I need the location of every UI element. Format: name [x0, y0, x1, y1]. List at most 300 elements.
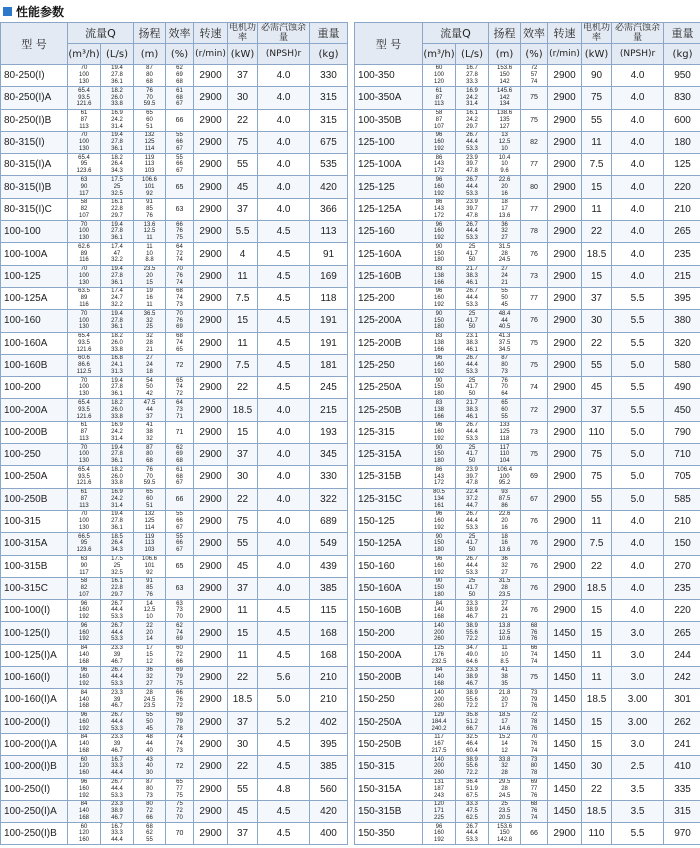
head-cell-value: 60: [501, 406, 508, 413]
flow-ls-cell: [456, 644, 489, 666]
head-cell-value: 21.8: [498, 689, 511, 696]
head-cell: [134, 154, 166, 176]
table-row: [1, 377, 348, 399]
head-cell-value: 142.8: [497, 837, 513, 844]
speed-cell: 2900: [194, 488, 228, 510]
head-cell-value: 60: [146, 116, 153, 123]
head-cell-value: 87.5: [498, 495, 511, 502]
model-cell: 100-250(I)B: [1, 823, 68, 845]
npsh-cell: 4.5: [258, 800, 310, 822]
npsh-cell: 5.5: [612, 332, 664, 354]
flow-ls-cell-value: 31.4: [466, 101, 478, 108]
npsh-cell: 4.5: [258, 733, 310, 755]
flow-m3h-cell-value: 192: [78, 681, 89, 688]
motor-power-cell: 55: [228, 778, 258, 800]
flow-m3h-cell-value: 96: [435, 288, 443, 295]
flow-m3h-cell: [68, 287, 101, 309]
motor-power-cell: 11: [228, 332, 258, 354]
head-cell-value: 27: [501, 600, 508, 607]
weight-cell: 710: [664, 444, 700, 466]
flow-m3h-cell-value: 95: [80, 540, 88, 547]
head-cell: [134, 87, 166, 109]
motor-power-cell: 110: [582, 823, 612, 845]
flow-m3h-cell-value: 61: [80, 489, 88, 496]
head-cell-value: 21: [501, 614, 508, 621]
weight-cell: 168: [310, 622, 348, 644]
flow-m3h-cell-value: 130: [78, 145, 89, 152]
head-cell-value: 27: [501, 569, 508, 576]
flow-m3h-cell-value: 96: [80, 667, 88, 674]
head-cell-value: 18: [501, 199, 508, 206]
flow-ls-cell: [101, 310, 134, 332]
model-cell: 100-350B: [355, 109, 423, 131]
speed-cell: 2900: [548, 488, 582, 510]
flow-m3h-cell-value: 117: [434, 734, 444, 741]
flow-ls-cell-value: 34.7: [466, 645, 478, 652]
head-cell-value: 92: [146, 190, 153, 197]
speed-cell: 2900: [194, 354, 228, 376]
table-row: [355, 310, 700, 332]
head-cell: [134, 65, 166, 87]
flow-ls-cell: [101, 800, 134, 822]
head-cell-value: 21: [146, 346, 153, 353]
flow-ls-cell: [101, 733, 134, 755]
head-cell-value: 45: [501, 302, 508, 309]
flow-m3h-cell: [423, 354, 456, 376]
head-cell: [134, 421, 166, 443]
flow-ls-cell-value: 26.7: [466, 221, 478, 228]
efficiency-cell-value: 72: [176, 703, 183, 710]
head-cell: [489, 823, 521, 845]
flow-ls-cell-value: 27.8: [111, 72, 123, 79]
weight-cell: 830: [664, 87, 700, 109]
efficiency-cell: [166, 243, 194, 265]
model-cell: 150-350: [355, 823, 423, 845]
speed-cell: 2900: [548, 131, 582, 153]
flow-ls-cell-value: 53.3: [466, 435, 478, 442]
flow-m3h-cell-value: 166: [434, 346, 445, 353]
flow-ls-cell-value: 26.7: [466, 176, 478, 183]
head-cell-value: 110: [499, 451, 510, 458]
head-cell: [134, 221, 166, 243]
flow-ls-cell-value: 44.4: [466, 518, 478, 525]
flow-m3h-cell-value: 84: [435, 600, 443, 607]
motor-power-cell: 18.5: [582, 577, 612, 599]
table-row: [1, 800, 348, 822]
model-cell: 125-315B: [355, 466, 423, 488]
flow-ls-cell-value: 46.1: [466, 413, 478, 420]
flow-m3h-cell-value: 86: [435, 466, 443, 473]
head-cell-value: 72: [146, 808, 153, 815]
npsh-cell: 4.0: [258, 198, 310, 220]
flow-m3h-cell-value: 100: [78, 384, 89, 391]
table-row: [355, 87, 700, 109]
motor-power-cell: 22: [582, 332, 612, 354]
flow-ls-cell: [456, 421, 489, 443]
flow-m3h-cell-value: 160: [434, 562, 445, 569]
head-cell: [134, 377, 166, 399]
flow-m3h-cell: [423, 87, 456, 109]
flow-ls-cell-value: 44.4: [466, 429, 478, 435]
efficiency-cell: [166, 667, 194, 689]
npsh-cell: 4.0: [612, 131, 664, 153]
head-cell: [489, 109, 521, 131]
flow-m3h-cell-value: 96: [80, 778, 88, 785]
efficiency-cell-value: 74: [530, 651, 538, 658]
table-row: [355, 265, 700, 287]
flow-ls-cell: [101, 600, 134, 622]
flow-m3h-cell-value: 63: [80, 176, 88, 183]
efficiency-cell-value: 76: [530, 703, 538, 710]
motor-power-cell: 22: [228, 667, 258, 689]
efficiency-cell-value: 68: [530, 622, 538, 629]
motor-power-cell: 15: [582, 733, 612, 755]
flow-m3h-cell-value: 84: [80, 801, 88, 808]
model-cell: 100-350A: [355, 87, 423, 109]
flow-ls-cell-value: 29.7: [111, 591, 123, 598]
efficiency-cell: 77: [521, 287, 548, 309]
flow-m3h-cell-value: 130: [78, 235, 89, 242]
flow-ls-cell-value: 38.9: [111, 808, 123, 815]
head-cell-value: 28: [501, 770, 508, 777]
speed-cell: 2900: [194, 733, 228, 755]
flow-ls-cell-value: 50: [468, 324, 476, 331]
speed-cell: 2900: [548, 444, 582, 466]
npsh-cell: 5.5: [612, 287, 664, 309]
weight-cell: 235: [664, 243, 700, 265]
speed-cell: 2900: [194, 600, 228, 622]
flow-ls-cell-value: 29.7: [466, 123, 478, 130]
head-cell-value: 11: [146, 302, 153, 309]
efficiency-cell-value: 74: [530, 658, 538, 665]
speed-cell: 1450: [548, 756, 582, 778]
motor-power-cell: 15: [228, 310, 258, 332]
efficiency-cell-value: 74: [176, 339, 183, 346]
npsh-cell: 4.0: [612, 87, 664, 109]
flow-ls-cell-value: 23.9: [466, 199, 478, 206]
speed-cell: 2900: [548, 87, 582, 109]
head-cell-value: 40: [146, 763, 153, 770]
flow-ls-cell-value: 25: [468, 377, 476, 384]
efficiency-cell-value: 77: [176, 785, 183, 792]
flow-m3h-cell-value: 192: [434, 302, 445, 309]
speed-cell: 2900: [548, 510, 582, 532]
table-row: [355, 421, 700, 443]
speed-cell: 2900: [194, 800, 228, 822]
head-cell-value: 37.5: [498, 339, 511, 346]
motor-power-cell: 18.5: [582, 800, 612, 822]
motor-power-cell: 37: [228, 444, 258, 466]
speed-cell: 2900: [548, 154, 582, 176]
efficiency-cell-value: 73: [176, 607, 183, 614]
head-cell-value: 13.8: [498, 622, 511, 629]
flow-ls-cell-value: 47.5: [466, 808, 478, 815]
flow-m3h-cell: [423, 756, 456, 778]
head-cell: [489, 510, 521, 532]
efficiency-cell: 76: [521, 577, 548, 599]
flow-m3h-cell-value: 160: [434, 830, 445, 837]
efficiency-cell-value: 72: [176, 250, 183, 257]
flow-m3h-cell-value: 63.5: [78, 288, 90, 295]
flow-m3h-cell-value: 87: [435, 94, 443, 101]
head-cell-value: 40: [146, 747, 153, 754]
flow-m3h-cell-value: 192: [434, 569, 445, 576]
model-cell: 100-315B: [1, 555, 68, 577]
head-cell-value: 10: [501, 161, 508, 168]
weight-cell: 270: [664, 555, 700, 577]
model-cell: 100-200(I)B: [1, 756, 68, 778]
head-cell: [489, 87, 521, 109]
flow-m3h-cell-value: 83: [435, 399, 443, 406]
flow-m3h-cell-value: 123.6: [76, 547, 92, 554]
flow-m3h-cell-value: 192: [78, 725, 89, 732]
weight-cell: 705: [664, 466, 700, 488]
npsh-cell: 3.0: [612, 644, 664, 666]
table-row: [355, 354, 700, 376]
npsh-cell: 4.5: [258, 823, 310, 845]
flow-m3h-cell-value: 138: [434, 339, 445, 346]
head-cell-value: 31.5: [498, 243, 511, 250]
flow-m3h-cell-value: 260: [434, 703, 445, 710]
flow-m3h-cell-value: 172: [434, 212, 445, 219]
head-cell-value: 17: [146, 645, 153, 652]
flow-ls-cell-value: 19.4: [111, 511, 123, 518]
efficiency-cell-value: 66: [176, 518, 183, 525]
speed-cell: 2900: [548, 265, 582, 287]
flow-ls-cell: [456, 555, 489, 577]
npsh-cell: 3.0: [612, 733, 664, 755]
efficiency-cell: [166, 644, 194, 666]
flow-ls-cell-value: 26.7: [466, 288, 478, 295]
flow-ls-cell: [456, 176, 489, 198]
npsh-cell: 4.5: [258, 354, 310, 376]
model-cell: 125-160A: [355, 243, 423, 265]
flow-m3h-cell-value: 125: [434, 645, 445, 652]
flow-ls-cell: [456, 87, 489, 109]
head-cell-value: 103: [144, 547, 155, 554]
head-cell-value: 24: [501, 272, 508, 279]
flow-m3h-cell: [423, 421, 456, 443]
flow-m3h-cell-value: 180: [434, 391, 445, 398]
head-cell-value: 15: [146, 651, 153, 658]
flow-m3h-cell-value: 192: [434, 145, 445, 152]
header-head-unit: (m): [489, 44, 521, 65]
flow-ls-cell-value: 19.4: [111, 221, 123, 228]
efficiency-cell: [521, 711, 548, 733]
flow-m3h-cell: [68, 555, 101, 577]
motor-power-cell: 22: [582, 555, 612, 577]
weight-cell: 439: [310, 555, 348, 577]
head-cell-value: 80: [146, 72, 153, 79]
efficiency-cell: 73: [521, 265, 548, 287]
efficiency-cell: [166, 800, 194, 822]
flow-m3h-cell-value: 180: [434, 324, 445, 331]
flow-ls-cell-value: 53.3: [466, 524, 478, 531]
flow-ls-cell-value: 23.3: [111, 689, 123, 696]
speed-cell: 1450: [548, 711, 582, 733]
header-weight: 重量: [310, 23, 348, 44]
head-cell-value: 44: [501, 317, 508, 324]
flow-m3h-cell: [423, 823, 456, 845]
model-cell: 80-250(I): [1, 65, 68, 87]
header-head: 扬程: [489, 23, 521, 44]
flow-m3h-cell-value: 232.5: [431, 658, 447, 665]
flow-m3h-cell-value: 168: [78, 703, 89, 710]
head-cell-value: 60: [146, 495, 153, 502]
npsh-cell: 5.6: [258, 667, 310, 689]
npsh-cell: 4.0: [258, 65, 310, 87]
head-cell-value: 59.5: [143, 101, 156, 108]
flow-m3h-cell-value: 80.5: [433, 489, 445, 496]
flow-ls-cell-value: 18.2: [111, 333, 123, 340]
motor-power-cell: 7.5: [228, 354, 258, 376]
title-square-icon: [3, 7, 12, 16]
head-cell-value: 76: [146, 87, 153, 94]
efficiency-cell-value: 66: [176, 658, 183, 665]
flow-ls-cell-value: 44.4: [111, 785, 123, 792]
flow-m3h-cell-value: 130: [78, 279, 89, 286]
efficiency-cell-value: 68: [176, 94, 183, 101]
flow-ls-cell-value: 25: [468, 310, 476, 317]
motor-power-cell: 15: [582, 176, 612, 198]
model-cell: 150-315: [355, 756, 423, 778]
head-cell: [134, 265, 166, 287]
header-eff-unit: (%): [521, 44, 548, 65]
model-cell: 100-250A: [1, 466, 68, 488]
flow-ls-cell-value: 47: [113, 250, 121, 257]
table-row: [355, 488, 700, 510]
head-cell-value: 73: [501, 368, 508, 375]
head-cell-value: 119: [144, 154, 155, 161]
flow-ls-cell-value: 32.5: [111, 569, 123, 576]
flow-m3h-cell: [68, 689, 101, 711]
weight-cell: 180: [664, 131, 700, 153]
npsh-cell: 4.5: [258, 287, 310, 309]
head-cell-value: 23.5: [498, 808, 511, 815]
tables-wrapper: [0, 22, 700, 845]
head-cell-value: 127: [499, 123, 510, 130]
flow-ls-cell-value: 46.7: [111, 747, 123, 754]
table-row: [1, 644, 348, 666]
flow-m3h-cell-value: 192: [434, 368, 445, 375]
head-cell-value: 20: [501, 183, 508, 190]
npsh-cell: 5.5: [612, 823, 664, 845]
flow-ls-cell-value: 50: [468, 547, 476, 554]
flow-ls-cell-value: 72.2: [466, 770, 478, 777]
head-cell-value: 117: [499, 444, 510, 451]
flow-m3h-cell-value: 143: [434, 161, 445, 168]
weight-cell: 549: [310, 533, 348, 555]
flow-ls-cell-value: 60.4: [466, 747, 478, 754]
flow-m3h-cell-value: 134: [434, 495, 445, 502]
npsh-cell: 4.0: [258, 176, 310, 198]
npsh-cell: 5.0: [612, 444, 664, 466]
npsh-cell: 4.0: [612, 265, 664, 287]
efficiency-cell: [166, 600, 194, 622]
model-cell: 100-200B: [1, 421, 68, 443]
model-cell: 150-200A: [355, 644, 423, 666]
flow-ls-cell-value: 53.3: [466, 569, 478, 576]
motor-power-cell: 30: [228, 733, 258, 755]
speed-cell: 1450: [548, 689, 582, 711]
motor-power-cell: 37: [582, 287, 612, 309]
speed-cell: 2900: [194, 310, 228, 332]
table-row: [1, 198, 348, 220]
flow-m3h-cell-value: 200: [434, 696, 445, 703]
motor-power-cell: 15: [228, 421, 258, 443]
header-eff: 效率: [521, 23, 548, 44]
flow-ls-cell-value: 38.9: [466, 689, 478, 696]
head-cell-value: 33.8: [498, 756, 511, 763]
efficiency-cell-value: 73: [530, 689, 538, 696]
head-cell-value: 50: [146, 384, 153, 391]
head-cell-value: 34.5: [498, 346, 511, 353]
efficiency-cell-value: 74: [176, 734, 183, 741]
head-cell-value: 27: [501, 266, 508, 273]
flow-ls-cell-value: 72.2: [466, 703, 478, 710]
weight-cell: 490: [664, 377, 700, 399]
head-cell-value: 10.6: [498, 636, 511, 643]
flow-m3h-cell: [68, 399, 101, 421]
efficiency-cell-value: 66: [176, 540, 183, 547]
efficiency-cell-value: 76: [176, 228, 183, 235]
head-cell: [134, 466, 166, 488]
efficiency-cell-value: 74: [530, 79, 538, 86]
flow-ls-cell-value: 53.3: [111, 614, 123, 621]
flow-ls-cell-value: 36.1: [111, 524, 123, 531]
head-cell-value: 12.5: [143, 607, 156, 614]
table-row: [1, 176, 348, 198]
flow-m3h-cell-value: 120: [78, 763, 89, 770]
efficiency-cell: [521, 644, 548, 666]
motor-power-cell: 22: [582, 221, 612, 243]
flow-m3h-cell: [423, 243, 456, 265]
flow-m3h-cell-value: 130: [78, 391, 89, 398]
flow-m3h-cell-value: 160: [434, 139, 445, 146]
speed-cell: 1450: [548, 667, 582, 689]
flow-ls-cell: [456, 198, 489, 220]
head-cell-value: 48.4: [498, 310, 511, 317]
head-cell: [134, 644, 166, 666]
speed-cell: 2900: [194, 644, 228, 666]
flow-ls-cell-value: 37.2: [466, 495, 478, 502]
weight-cell: 420: [310, 800, 348, 822]
flow-m3h-cell-value: 143: [434, 473, 445, 480]
head-cell-value: 51: [146, 502, 153, 509]
flow-ls-cell-value: 16.1: [111, 578, 123, 585]
flow-m3h-cell: [423, 510, 456, 532]
speed-cell: 2900: [194, 198, 228, 220]
flow-ls-cell: [101, 510, 134, 532]
flow-ls-cell: [456, 823, 489, 845]
efficiency-cell: 63: [166, 198, 194, 220]
model-cell: 125-250: [355, 354, 423, 376]
flow-m3h-cell-value: 192: [434, 837, 445, 844]
flow-m3h-cell-value: 96: [80, 622, 88, 629]
efficiency-cell-value: 75: [176, 681, 183, 688]
flow-m3h-cell-value: 160: [434, 429, 445, 435]
weight-cell: 241: [664, 733, 700, 755]
flow-ls-cell-value: 46.7: [111, 703, 123, 710]
flow-m3h-cell-value: 65.4: [78, 87, 90, 94]
flow-m3h-cell-value: 89: [80, 295, 88, 302]
flow-m3h-cell-value: 86.6: [78, 362, 90, 369]
flow-m3h-cell: [68, 533, 101, 555]
flow-m3h-cell: [423, 555, 456, 577]
flow-ls-cell-value: 18.2: [111, 399, 123, 406]
weight-cell: 395: [310, 733, 348, 755]
model-cell: 125-200B: [355, 332, 423, 354]
